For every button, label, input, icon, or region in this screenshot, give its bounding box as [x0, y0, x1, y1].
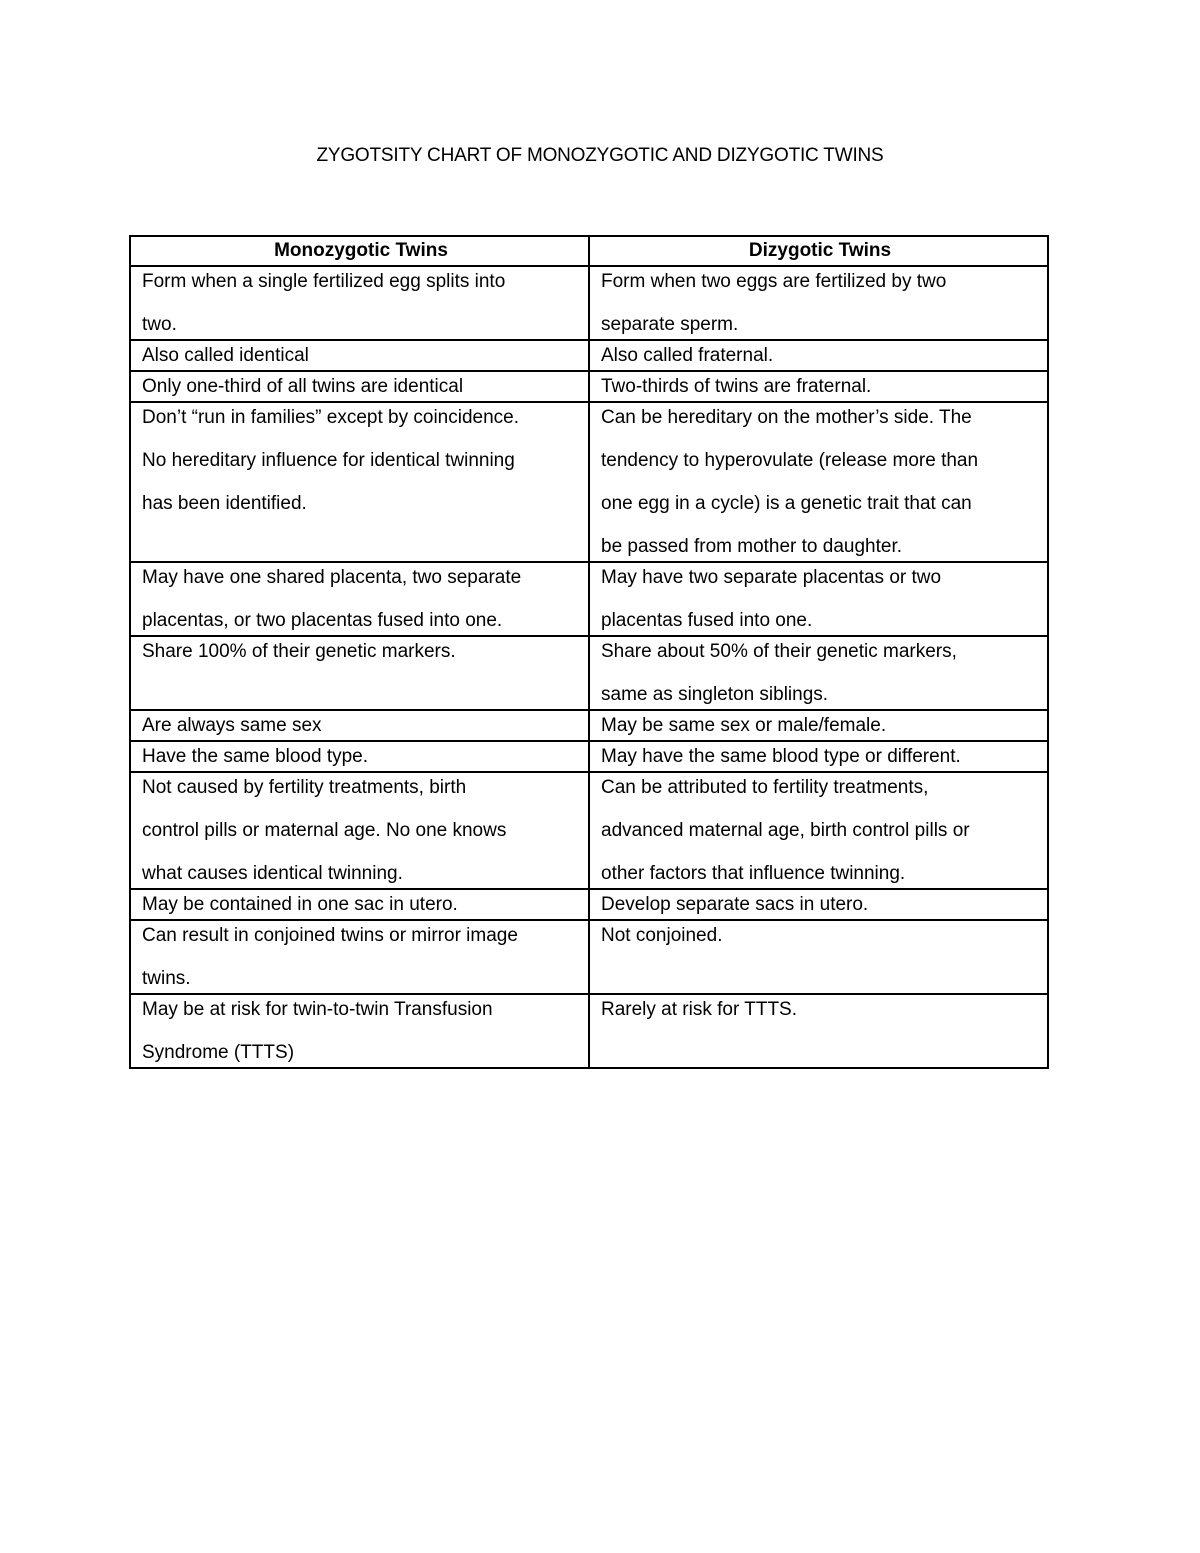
cell-dizygotic: [589, 710, 1048, 741]
cell-text-line: Share about 50% of their genetic markers,: [601, 641, 957, 662]
table-row: [130, 340, 1048, 371]
cell-monozygotic: [130, 340, 589, 371]
cell-text-line: Rarely at risk for TTTS.: [601, 999, 798, 1020]
table-row: [130, 562, 1048, 636]
table-row: [130, 371, 1048, 402]
cell-text-line: be passed from mother to daughter.: [601, 536, 903, 557]
table-row: [130, 402, 1048, 562]
cell-monozygotic: [130, 371, 589, 402]
cell-monozygotic: [130, 889, 589, 920]
cell-text-line: Can result in conjoined twins or mirror image: [142, 925, 518, 946]
cell-text-line: Only one-third of all twins are identical: [142, 376, 464, 397]
cell-text-line: tendency to hyperovulate (release more than: [601, 450, 979, 471]
cell-text-line: same as singleton siblings.: [601, 684, 829, 705]
cell-monozygotic: [130, 710, 589, 741]
cell-text-line: Syndrome (TTTS): [142, 1042, 295, 1063]
cell-dizygotic: [589, 562, 1048, 636]
cell-text-line: what causes identical twinning.: [142, 863, 403, 884]
cell-monozygotic: [130, 994, 589, 1068]
cell-monozygotic: [130, 402, 589, 562]
cell-monozygotic: [130, 562, 589, 636]
cell-text-line: [601, 964, 1039, 993]
cell-dizygotic: [589, 266, 1048, 340]
table-row: [130, 710, 1048, 741]
cell-text-line: other factors that influence twinning.: [601, 863, 906, 884]
zygosity-comparison-table: [129, 235, 1049, 1069]
cell-text-line: Don’t “run in families” except by coincidence.: [142, 407, 520, 428]
cell-text-line: No hereditary influence for identical twinning: [142, 450, 515, 471]
document-title: ZYGOTSITY CHART OF MONOZYGOTIC AND DIZYGOTIC TWINS: [316, 145, 884, 166]
cell-text-line: Form when a single fertilized egg splits into: [142, 271, 506, 292]
cell-text-line: Two-thirds of twins are fraternal.: [601, 376, 872, 397]
cell-text-line: advanced maternal age, birth control pills or: [601, 820, 970, 841]
cell-dizygotic: [589, 772, 1048, 889]
cell-text-line: May be same sex or male/female.: [601, 715, 887, 736]
table-row: [130, 741, 1048, 772]
cell-monozygotic: [130, 741, 589, 772]
cell-dizygotic: [589, 402, 1048, 562]
cell-text-line: placentas fused into one.: [601, 610, 813, 631]
cell-text-line: control pills or maternal age. No one knows: [142, 820, 507, 841]
cell-text-line: May have one shared placenta, two separate: [142, 567, 522, 588]
cell-dizygotic: [589, 889, 1048, 920]
cell-text-line: one egg in a cycle) is a genetic trait that can: [601, 493, 972, 514]
cell-monozygotic: [130, 636, 589, 710]
cell-text-line: Develop separate sacs in utero.: [601, 894, 869, 915]
cell-text-line: Are always same sex: [142, 715, 322, 736]
cell-text-line: Form when two eggs are fertilized by two: [601, 271, 947, 292]
table-row: [130, 636, 1048, 710]
cell-dizygotic: [589, 994, 1048, 1068]
cell-text-line: twins.: [142, 968, 191, 989]
cell-dizygotic: [589, 371, 1048, 402]
cell-text-line: placentas, or two placentas fused into one.: [142, 610, 503, 631]
cell-dizygotic: [589, 340, 1048, 371]
cell-monozygotic: [130, 772, 589, 889]
table-body: [130, 266, 1048, 1068]
cell-dizygotic: [589, 741, 1048, 772]
cell-dizygotic: [589, 636, 1048, 710]
table-row: [130, 994, 1048, 1068]
cell-text-line: May have two separate placentas or two: [601, 567, 942, 588]
cell-text-line: [142, 532, 580, 561]
cell-text-line: has been identified.: [142, 493, 307, 514]
cell-text-line: [601, 1038, 1039, 1067]
cell-text-line: separate sperm.: [601, 314, 739, 335]
cell-text-line: Can be hereditary on the mother’s side. The: [601, 407, 972, 428]
column-header-monozygotic: Monozygotic Twins: [130, 236, 589, 266]
table-row: [130, 920, 1048, 994]
cell-text-line: Also called fraternal.: [601, 345, 774, 366]
table-header-row: [130, 236, 1048, 266]
cell-dizygotic: [589, 920, 1048, 994]
cell-text-line: May have the same blood type or different.: [601, 746, 961, 767]
cell-text-line: May be contained in one sac in utero.: [142, 894, 458, 915]
cell-monozygotic: [130, 920, 589, 994]
table-row: [130, 889, 1048, 920]
cell-text-line: Share 100% of their genetic markers.: [142, 641, 456, 662]
cell-text-line: [142, 680, 580, 709]
cell-text-line: May be at risk for twin-to-twin Transfusion: [142, 999, 493, 1020]
cell-text-line: Not caused by fertility treatments, birth: [142, 777, 467, 798]
cell-monozygotic: [130, 266, 589, 340]
cell-text-line: Not conjoined.: [601, 925, 723, 946]
table-row: [130, 266, 1048, 340]
table-row: [130, 772, 1048, 889]
column-header-dizygotic: Dizygotic Twins: [589, 236, 1048, 266]
cell-text-line: two.: [142, 314, 177, 335]
cell-text-line: Have the same blood type.: [142, 746, 369, 767]
cell-text-line: Can be attributed to fertility treatments,: [601, 777, 929, 798]
cell-text-line: Also called identical: [142, 345, 309, 366]
